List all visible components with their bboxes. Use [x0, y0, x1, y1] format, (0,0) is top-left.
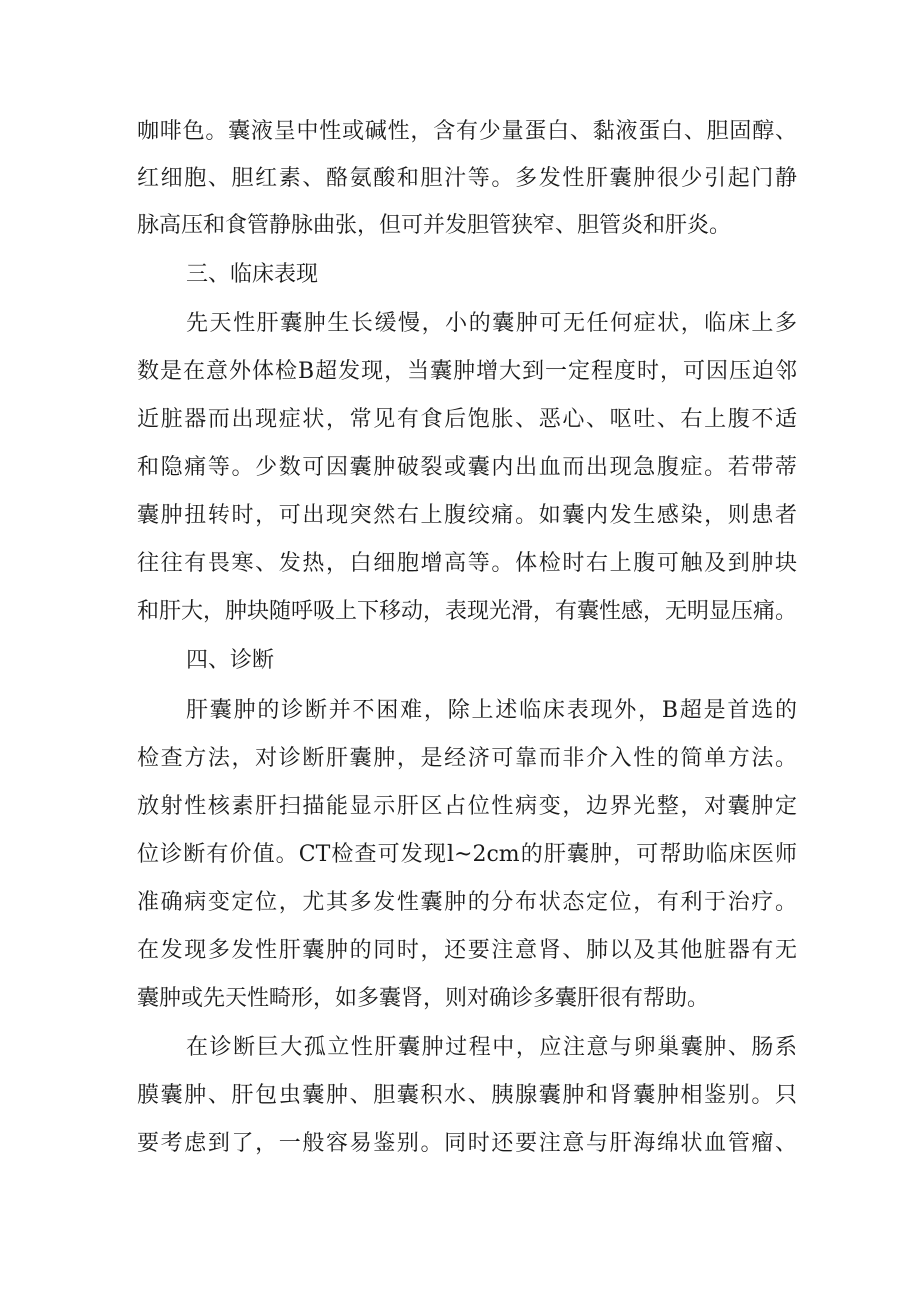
text-line: 脉高压和食管静脉曲张，但可并发胆管狭窄、胆管炎和肝炎。 [137, 213, 732, 238]
paragraph-first-line: 在诊断巨大孤立性肝囊肿过程中，应注意与卵巢囊肿、肠系 [186, 1035, 797, 1060]
text-line: 准确病变定位，尤其多发性囊肿的分布状态定位，有利于治疗。 [137, 890, 797, 915]
text-line: 放射性核素肝扫描能显示肝区占位性病变，边界光整，对囊肿定 [137, 794, 797, 819]
text-line: 往往有畏寒、发热，白细胞增高等。体检时右上腹可触及到肿块 [137, 551, 797, 576]
paragraph-first-line: 肝囊肿的诊断并不困难，除上述临床表现外，B超是首选的 [186, 698, 797, 723]
text-line: 红细胞、胆红素、酪氨酸和胆汁等。多发性肝囊肿很少引起门静 [137, 166, 797, 191]
text-line: 和肝大，肿块随呼吸上下移动，表现光滑，有囊性感，无明显压痛。 [137, 599, 798, 624]
text-line: 近脏器而出现症状，常见有食后饱胀、恶心、呕吐、右上腹不适 [137, 407, 797, 432]
text-line: 膜囊肿、肝包虫囊肿、胆囊积水、胰腺囊肿和肾囊肿相鉴别。只 [137, 1083, 797, 1108]
text-line: 囊肿扭转时，可出现突然右上腹绞痛。如囊内发生感染，则患者 [137, 503, 797, 528]
text-line: 数是在意外体检B超发现，当囊肿增大到一定程度时，可因压迫邻 [137, 359, 797, 384]
text-line: 在发现多发性肝囊肿的同时，还要注意肾、肺以及其他脏器有无 [137, 938, 797, 963]
text-line: 和隐痛等。少数可因囊肿破裂或囊内出血而出现急腹症。若带蒂 [137, 455, 797, 480]
text-line: 要考虑到了，一般容易鉴别。同时还要注意与肝海绵状血管瘤、 [137, 1131, 797, 1156]
section-heading: 四、诊断 [186, 648, 275, 673]
text-line: 位诊断有价值。CT检查可发现l~2cm的肝囊肿，可帮助临床医师 [137, 842, 797, 867]
paragraph-first-line: 先天性肝囊肿生长缓慢，小的囊肿可无任何症状，临床上多 [186, 311, 797, 336]
text-line: 囊肿或先天性畸形，如多囊肾，则对确诊多囊肝很有帮助。 [137, 986, 710, 1011]
section-heading: 三、临床表现 [186, 262, 319, 287]
text-line: 检查方法，对诊断肝囊肿，是经济可靠而非介入性的简单方法。 [137, 746, 797, 771]
text-line: 咖啡色。囊液呈中性或碱性，含有少量蛋白、黏液蛋白、胆固醇、 [137, 119, 797, 144]
